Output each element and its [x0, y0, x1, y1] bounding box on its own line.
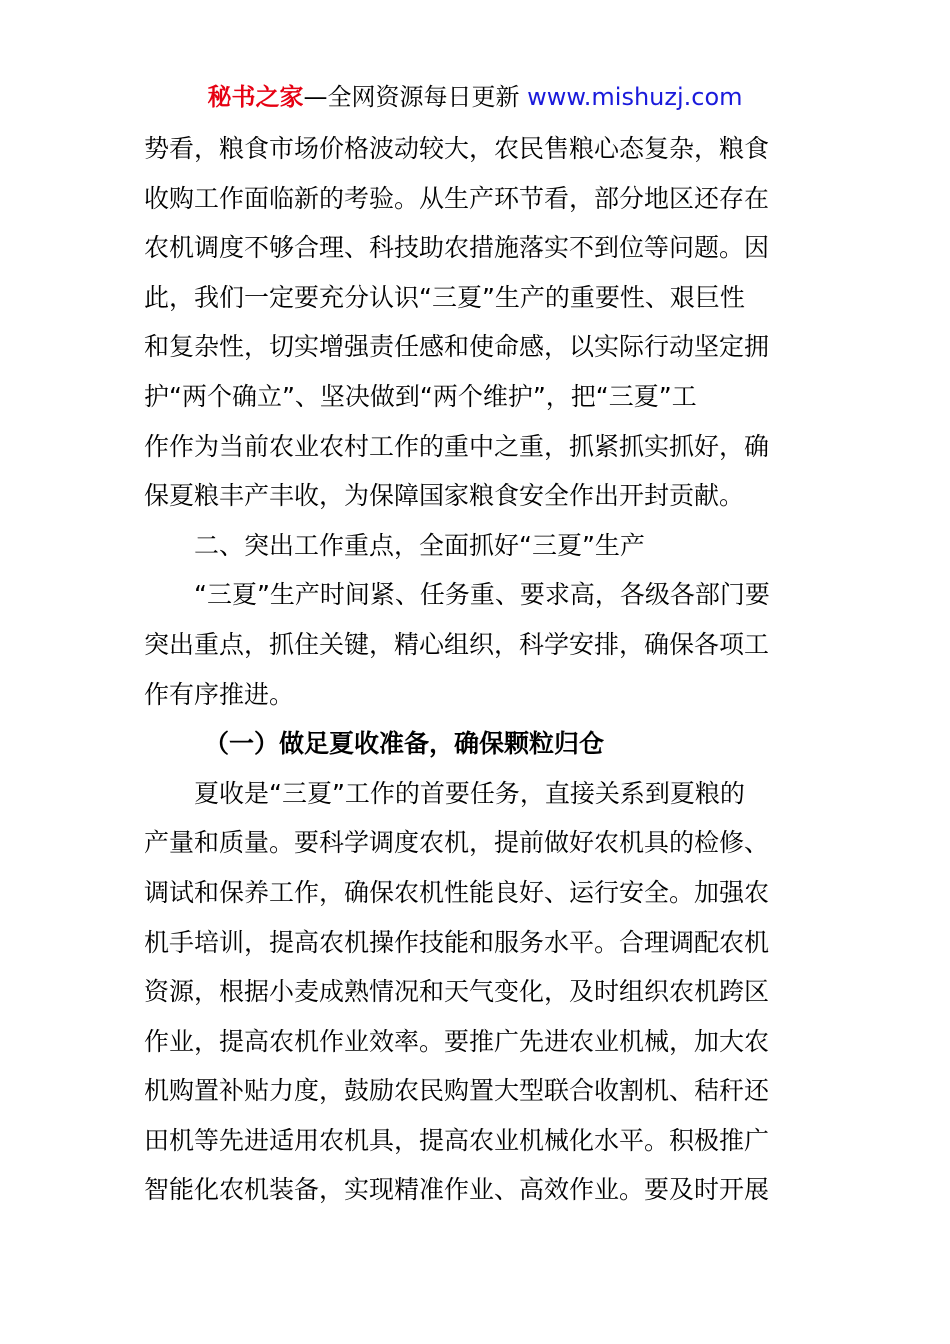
text-line: 农机调度不够合理、科技助农措施落实不到位等问题。因 — [144, 233, 770, 263]
document-body — [144, 124, 808, 1215]
text-line: 此，我们一定要充分认识“三夏”生产的重要性、艰巨性 — [144, 282, 745, 312]
header-tagline: —全网资源每日更新 — [303, 83, 528, 111]
text-line: 突出重点，抓住关键，精心组织，科学安排，确保各项工 — [144, 629, 770, 659]
text-line: 产量和质量。要科学调度农机，提前做好农机具的检修、 — [144, 828, 770, 858]
text-line: 保夏粮丰产丰收，为保障国家粮食安全作出开封贡献。 — [144, 481, 745, 511]
text-line: 势看，粮食市场价格波动较大，农民售粮心态复杂，粮食 — [144, 134, 770, 163]
text-line: 资源，根据小麦成熟情况和天气变化，及时组织农机跨区 — [144, 977, 770, 1007]
text-line: 智能化农机装备，实现精准作业、高效作业。要及时开展 — [144, 1175, 770, 1205]
text-line: 调试和保养工作，确保农机性能良好、运行安全。加强农 — [144, 877, 770, 907]
text-line: 作业，提高农机作业效率。要推广先进农业机械，加大农 — [144, 1026, 770, 1056]
text-line: 和复杂性，切实增强责任感和使命感，以实际行动坚定拥 — [144, 332, 770, 362]
page-header — [0, 80, 950, 114]
text-line: 收购工作面临新的考验。从生产环节看，部分地区还存在 — [144, 183, 770, 213]
text-line: “三夏”生产时间紧、任务重、要求高，各级各部门要 — [194, 580, 770, 610]
text-line: 作有序推进。 — [144, 679, 295, 709]
text-line: 夏收是“三夏”工作的首要任务，直接关系到夏粮的 — [194, 778, 745, 808]
text-line: 机购置补贴力度，鼓励农民购置大型联合收割机、秸秆还 — [144, 1076, 770, 1106]
text-line: 作作为当前农业农村工作的重中之重，抓紧抓实抓好，确 — [144, 431, 770, 461]
text-line: 田机等先进适用农机具，提高农业机械化水平。积极推广 — [144, 1125, 770, 1155]
brand-name: 秘书之家 — [207, 83, 304, 111]
text-line: 机手培训，提高农机操作技能和服务水平。合理调配农机 — [144, 927, 770, 957]
text-line: 护“两个确立”、坚决做到“两个维护”，把“三夏”工 — [144, 381, 697, 411]
section-heading: 二、突出工作重点，全面抓好“三夏”生产 — [194, 530, 645, 560]
header-url[interactable]: www.mishuzj.com — [527, 83, 743, 111]
subsection-heading: （一）做足夏收准备，确保颗粒归仓 — [204, 729, 605, 759]
